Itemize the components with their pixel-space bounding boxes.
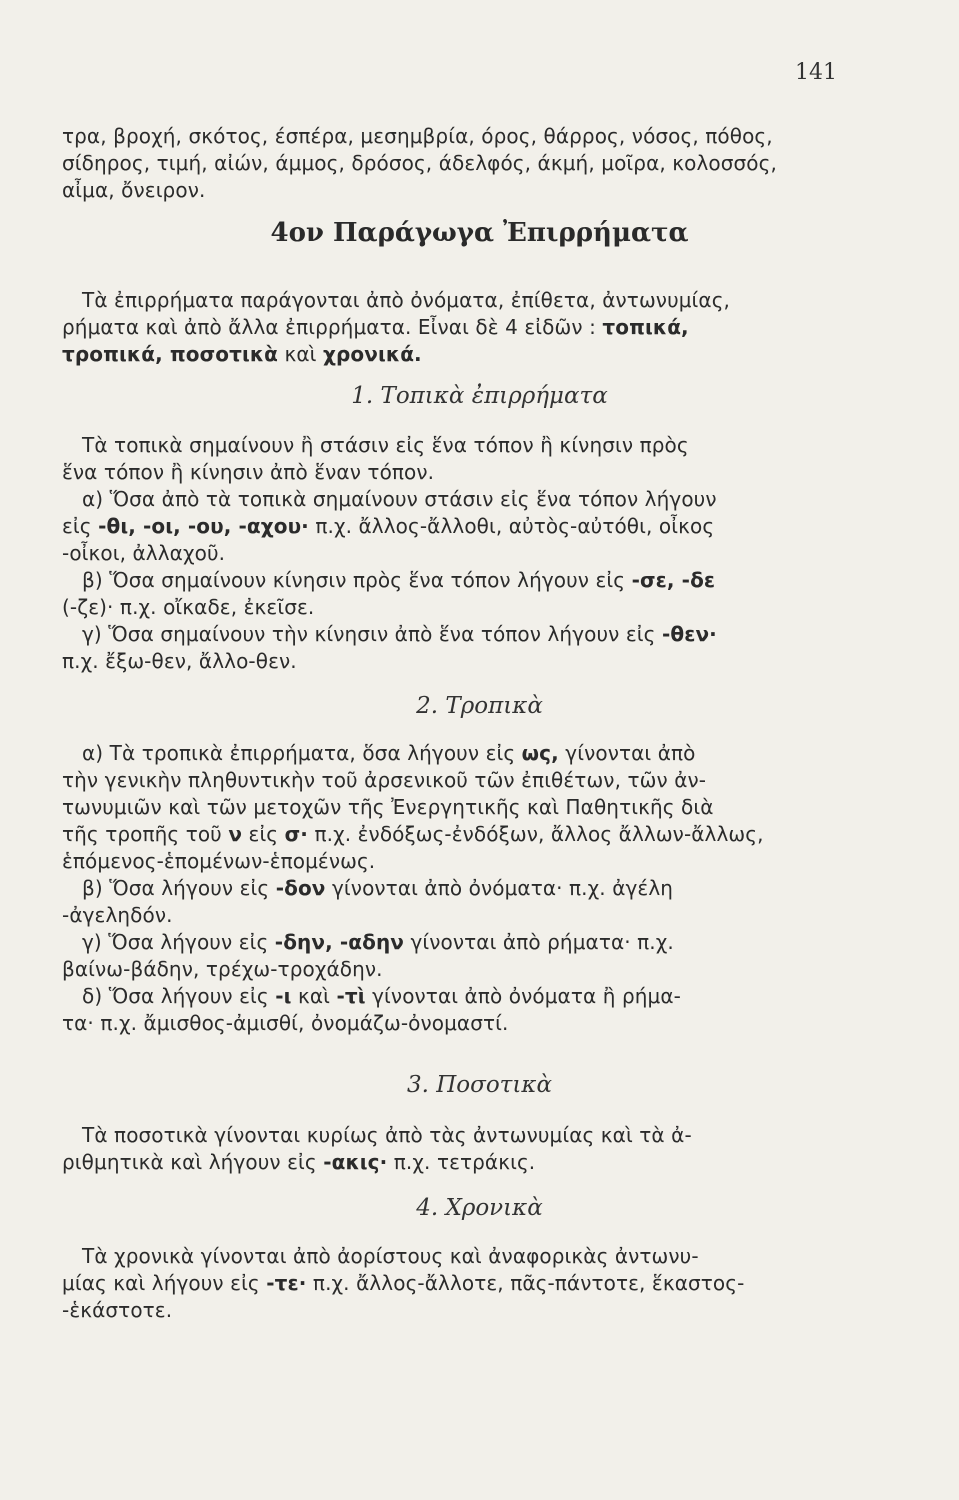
text-line: Τὰ χρονικὰ γίνονται ἀπὸ ἀορίστους καὶ ἀναφορικὰς ἀντωνυ- [82, 1244, 699, 1268]
top-paragraph [62, 123, 847, 204]
bold-term: ως, [521, 741, 559, 765]
section-title: 4ον Παράγωγα Ἐπιρρήματα [270, 218, 689, 248]
text-line [62, 875, 847, 902]
text-span: εἰς [248, 822, 279, 846]
text-line [62, 1270, 847, 1297]
text-line: τωνυμιῶν καὶ τῶν μετοχῶν τῆς Ἐνεργητικῆς καὶ Παθητικῆς διὰ [62, 795, 714, 819]
text-line: βαίνω-βάδην, τρέχω-τροχάδην. [62, 957, 383, 981]
text-line: α) Ὅσα ἀπὸ τὰ τοπικὰ σημαίνουν στάσιν εἰς ἕνα τόπον λήγουν [82, 487, 717, 511]
text-line [62, 314, 847, 341]
bold-term: σ· [284, 822, 308, 846]
text-span: δ) Ὅσα λήγουν εἰς [82, 984, 269, 1008]
subsection-2-body [62, 740, 847, 1037]
text-span: β) Ὅσα σημαίνουν κίνησιν πρὸς ἕνα τόπον λήγουν εἰς [82, 568, 626, 592]
subsection-1-body [62, 432, 847, 675]
subsection-title-3: 3. Ποσοτικὰ [406, 1072, 553, 1098]
text-span: εἰς [62, 514, 92, 538]
subsection-title-1: 1. Τοπικὰ ἐπιρρήματα [351, 383, 608, 409]
bold-term: -σε, -δε [631, 568, 716, 592]
bold-term: -δην, -αδην [274, 930, 405, 954]
subsection-title-4: 4. Χρονικὰ [416, 1195, 543, 1221]
text-line: ἑπόμενος-ἑπομένων-ἑπομένως. [62, 849, 376, 873]
text-span: καὶ [284, 342, 317, 366]
text-line: (-ζε)· π.χ. οἴκαδε, ἐκεῖσε. [62, 595, 315, 619]
text-line [62, 567, 847, 594]
text-line [62, 621, 847, 648]
bold-term: -ι [275, 984, 292, 1008]
text-line [62, 513, 847, 540]
bold-term: ν [228, 822, 243, 846]
text-line: τὴν γενικὴν πληθυντικὴν τοῦ ἀρσενικοῦ τῶν ἐπιθέτων, τῶν ἀν- [62, 768, 707, 792]
text-span: π.χ. ἄλλος-ἄλλοτε, πᾶς-πάντοτε, ἕκαστος- [312, 1271, 745, 1295]
text-span: ριθμητικὰ καὶ λήγουν εἰς [62, 1150, 317, 1174]
text-line: Τὰ τοπικὰ σημαίνουν ἢ στάσιν εἰς ἕνα τόπον ἢ κίνησιν πρὸς [82, 433, 689, 457]
text-line: -ἑκάστοτε. [62, 1298, 173, 1322]
text-line: τρα, βροχή, σκότος, έσπέρα, μεσημβρία, όρος, θάρρος, νόσος, πόθος, [62, 124, 773, 148]
text-span: π.χ. ἄλλος-ἄλλοθι, αὐτὸς-αὐτόθι, οἶκος [315, 514, 715, 538]
text-line: τα· π.χ. ἄμισθος-ἀμισθί, ὀνομάζω-ὀνομαστί. [62, 1011, 509, 1035]
bold-term: -τὶ [336, 984, 366, 1008]
text-line: Τὰ ποσοτικὰ γίνονται κυρίως ἀπὸ τὰς ἀντωνυμίας καὶ τὰ ἀ- [82, 1123, 692, 1147]
text-line: π.χ. ἔξω-θεν, ἄλλο-θεν. [62, 649, 297, 673]
text-line: -οἶκοι, ἀλλαχοῦ. [62, 541, 226, 565]
text-span: τῆς τροπῆς τοῦ [62, 822, 222, 846]
text-span: π.χ. τετράκις. [393, 1150, 536, 1174]
text-line: σίδηρος, τιμή, αἰών, άμμος, δρόσος, άδελφός, άκμή, μοῖρα, κολοσσός, [62, 151, 777, 175]
bold-term: -δον [275, 876, 326, 900]
text-span: α) Τὰ τροπικὰ ἐπιρρήματα, ὅσα λήγουν εἰς [82, 741, 516, 765]
bold-term: -θι, -οι, -ου, -αχου· [98, 514, 309, 538]
bold-term: χρονικά. [323, 342, 422, 366]
bold-term: τροπικά, ποσοτικὰ [62, 342, 279, 366]
intro-paragraph [62, 287, 847, 368]
bold-term: -τε· [266, 1271, 307, 1295]
text-line: ἕνα τόπον ἢ κίνησιν ἀπὸ ἕναν τόπον. [62, 460, 435, 484]
text-span: γ) Ὅσα λήγουν εἰς [82, 930, 269, 954]
subsection-4-body [62, 1243, 847, 1324]
page-number: 141 [795, 60, 837, 85]
text-line [62, 740, 847, 767]
text-span: γίνονται ἀπὸ ρήματα· π.χ. [410, 930, 674, 954]
text-line [62, 983, 847, 1010]
text-span: γίνονται ἀπὸ [565, 741, 696, 765]
text-span: γίνονται ἀπὸ ὀνόματα ἢ ρήμα- [372, 984, 681, 1008]
text-line: αἶμα, ὄνειρον. [62, 178, 206, 202]
bold-term: τοπικά, [602, 315, 689, 339]
text-span: β) Ὅσα λήγουν εἰς [82, 876, 270, 900]
text-line [62, 341, 847, 368]
text-span: καὶ [297, 984, 331, 1008]
bold-term: -ακις· [323, 1150, 388, 1174]
subsection-title-2: 2. Τροπικὰ [416, 693, 543, 719]
text-line: -ἀγεληδόν. [62, 903, 173, 927]
subsection-3-body [62, 1122, 847, 1176]
text-span: μίας καὶ λήγουν εἰς [62, 1271, 260, 1295]
bold-term: -θεν· [661, 622, 717, 646]
text-span: ρήματα καὶ ἀπὸ ἄλλα ἐπιρρήματα. Εἶναι δὲ 4 εἰδῶν : [62, 315, 596, 339]
text-span: γ) Ὅσα σημαίνουν τὴν κίνησιν ἀπὸ ἕνα τόπον λήγουν εἰς [82, 622, 656, 646]
text-line: Τὰ ἐπιρρήματα παράγονται ἀπὸ ὀνόματα, ἐπίθετα, ἀντωνυμίας, [82, 288, 731, 312]
text-line [62, 929, 847, 956]
text-line [62, 821, 847, 848]
text-span: π.χ. ἐνδόξως-ἐνδόξων, ἄλλος ἄλλων-ἄλλως, [314, 822, 764, 846]
text-span: γίνονται ἀπὸ ὀνόματα· π.χ. ἀγέλη [332, 876, 674, 900]
text-line [62, 1149, 847, 1176]
